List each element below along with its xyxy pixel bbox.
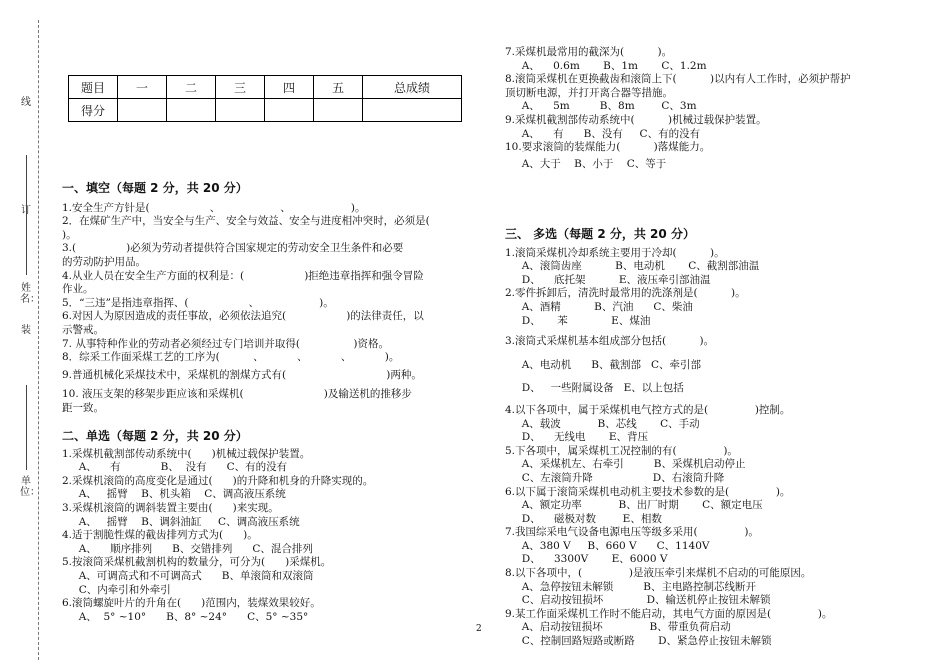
margin-label-xian: 线 — [21, 97, 31, 108]
question-line: A、 顺序排列 B、交错排列 C、混合排列 — [62, 542, 313, 555]
question-line: A、酒精 B、汽油 C、柴油 — [505, 300, 693, 313]
question-line: A、急停按钮未解锁 B、主电路控制芯线断开 — [505, 580, 757, 593]
question-line: C、控制回路短路或断路 D、紧急停止按钮未解锁 — [505, 635, 772, 648]
section-multiple-choice — [505, 228, 925, 649]
question-line: A、 有 B、 没有 C、有的没有 — [62, 461, 288, 474]
margin-label-zhuang: 装 — [21, 325, 31, 336]
question-line: 2．在煤矿生产中，当安全与生产、安全与效益、安全与进度相冲突时，必须是( — [62, 215, 430, 228]
score-table-score-row — [69, 99, 462, 122]
question-line: 顶切断电源，并打开离合器等措施。 — [505, 86, 673, 99]
question-line: A、启动按钮损坏 B、带重负荷启动 — [505, 621, 731, 634]
section-title-single-choice: 二、单选（每题 2 分，共 20 分） — [62, 429, 248, 443]
question-line: 5．“三违”是指违章指挥、( 、 )。 — [62, 296, 334, 309]
question-line: 5.下各项中，属采煤机工况控制的有( )。 — [505, 444, 738, 457]
score-input-cell[interactable] — [167, 99, 216, 122]
score-table-header-row — [69, 76, 462, 99]
margin-label-unit: 单位： — [20, 476, 40, 498]
question-line: 3.采煤机滚筒的调斜装置主要由( )来实现。 — [62, 501, 279, 514]
question-line: D、 无线电 E、背压 — [505, 431, 648, 444]
score-cell: 三 — [216, 76, 265, 99]
question-line: A、 0.6m B、1m C、1.2m — [505, 59, 707, 72]
name-field-line — [26, 155, 27, 275]
question-line: 8.滚筒采煤机在更换截齿和滚筒上下( )以内有人工作时，必须护帮护 — [505, 73, 851, 86]
question-line: 1.滚筒采煤机冷却系统主要用于冷却( )。 — [505, 246, 725, 259]
page-number: 2 — [476, 624, 482, 634]
score-cell: 一 — [118, 76, 167, 99]
question-line: A、载波 B、芯线 C、手动 — [505, 417, 700, 430]
score-cell: 总成绩 — [363, 76, 462, 99]
question-line: D、 一些附属设备 E、以上包括 — [505, 382, 684, 395]
question-line: A、 5m B、8m C、3m — [505, 100, 697, 113]
question-line: 4.适于割脆性煤的截齿排列方式为( )。 — [62, 529, 258, 542]
score-cell: 五 — [314, 76, 363, 99]
question-line: 2.零件拆卸后，清洗时最常用的洗涤剂是( )。 — [505, 287, 746, 300]
question-line: 9.某工作面采煤机工作时不能启动，其电气方面的原因是( )。 — [505, 607, 833, 620]
question-line: C、启动按钮损坏 D、输送机停止按钮未解锁 — [505, 594, 771, 607]
question-line: 8.以下各项中，( )是液压牵引来煤机不启动的可能原因。 — [505, 567, 812, 580]
question-line: 10. 液压支架的移架步距应该和采煤机( )及输送机的推移步 — [62, 388, 412, 401]
question-line: 作业。 — [62, 283, 94, 296]
question-line: 9.采煤机截割部传动系统中( )机械过载保护装置。 — [505, 113, 767, 126]
margin-label-ding: 订 — [21, 205, 31, 216]
question-line: C、内牵引和外牵引 — [62, 583, 171, 596]
score-cell: 题目 — [69, 76, 118, 99]
question-line: C、左滚筒升降 D、右滚筒升降 — [505, 471, 725, 484]
question-line: A、额定功率 B、出厂时期 C、额定电压 — [505, 499, 763, 512]
question-line: A、 摇臂 B、调斜油缸 C、调高液压系统 — [62, 515, 300, 528]
question-line: 6.以下属于滚筒采煤机电动机主要技术参数的是( )。 — [505, 485, 791, 498]
question-line: 4.以下各项中，属于采煤机电气控方式的是( )控制。 — [505, 403, 791, 416]
score-row-label: 得分 — [69, 99, 118, 122]
score-input-cell[interactable] — [118, 99, 167, 122]
question-line: D、 底托架 E、液压牵引部油温 — [505, 273, 711, 286]
score-input-cell[interactable] — [265, 99, 314, 122]
score-input-cell[interactable] — [314, 99, 363, 122]
question-line: 3.( )必须为劳动者提供符合国家规定的劳动安全卫生条件和必要 — [62, 242, 404, 255]
question-line: 示警戒。 — [62, 323, 104, 336]
question-line: 6.滚筒螺旋叶片的升角在( )范围内，装煤效果较好。 — [62, 597, 321, 610]
binding-dashed-line — [38, 20, 39, 660]
score-table — [68, 75, 462, 122]
question-line: 9.普通机械化采煤技术中，采煤机的割煤方式有( )两种。 — [62, 368, 422, 381]
single-choice-continued — [505, 46, 925, 171]
question-line: )。 — [62, 228, 77, 241]
question-line: 8．综采工作面采煤工艺的工序为( 、 、 、 )。 — [62, 351, 400, 364]
question-line: 距一致。 — [62, 401, 104, 414]
question-line: 7.采煤机最常用的截深为( )。 — [505, 46, 673, 58]
question-line: A、大于 B、小于 C、等于 — [505, 157, 667, 170]
question-line: A、 有 B、没有 C、有的没有 — [505, 127, 701, 140]
score-cell: 四 — [265, 76, 314, 99]
margin-label-name: 姓名： — [20, 283, 40, 305]
question-line: A、 摇臂 B、机头箱 C、调高液压系统 — [62, 488, 286, 501]
question-line: A、 5° ~10° B、8° ~24° C、5° ~35° — [62, 610, 309, 623]
question-line: 3.滚筒式采煤机基本组成部分包括( )。 — [505, 335, 715, 348]
question-line: 2.采煤机滚筒的高度变化是通过( )的升降和机身的升降实现的。 — [62, 474, 374, 487]
question-line: 的劳动防护用品。 — [62, 255, 146, 268]
question-line: A、电动机 B、截割部 C、牵引部 — [505, 358, 702, 371]
question-line: A、可调高式和不可调高式 B、单滚筒和双滚筒 — [62, 569, 314, 582]
question-line: D、 磁极对数 E、相数 — [505, 512, 662, 525]
question-line: D、 苯 E、煤油 — [505, 314, 651, 327]
question-line: 5.按滚筒采煤机截割机构的数量分，可分为( )采煤机。 — [62, 556, 332, 569]
question-line: A、采煤机左、右牵引 B、采煤机启动停止 — [505, 458, 746, 471]
question-line: A、滚筒齿座 B、电动机 C、截割部油温 — [505, 260, 760, 273]
section-single-choice — [62, 430, 472, 624]
question-line: D、 3300V E、6000 V — [505, 553, 668, 566]
question-line: 1.安全生产方针是( 、 、 )。 — [62, 201, 366, 214]
section-fill-in — [62, 182, 472, 416]
question-line: A、380 V B、660 V C、1140V — [505, 539, 710, 552]
question-line: 1.采煤机截割部传动系统中( )机械过载保护装置。 — [62, 447, 311, 460]
question-line: 7.我国综采电气设备电源电压等级多采用( )。 — [505, 526, 759, 539]
score-input-cell[interactable] — [216, 99, 265, 122]
question-line: 7. 从事特种作业的劳动者必须经过专门培训并取得( )资格。 — [62, 337, 389, 350]
question-line: 4.从业人员在安全生产方面的权利是：( )拒绝违章指挥和强令冒险 — [62, 269, 424, 282]
section-title-fill-in: 一、填空（每题 2 分，共 20 分） — [62, 181, 248, 195]
section-title-multiple-choice: 三、 多选（每题 2 分，共 20 分） — [505, 227, 695, 241]
score-cell: 二 — [167, 76, 216, 99]
question-line: 10.要求滚筒的装煤能力( )落煤能力。 — [505, 141, 711, 154]
unit-field-line — [26, 385, 27, 470]
question-line: 6.对因人为原因造成的责任事故，必须依法追究( )的法律责任，以 — [62, 310, 424, 323]
score-input-cell[interactable] — [363, 99, 462, 122]
